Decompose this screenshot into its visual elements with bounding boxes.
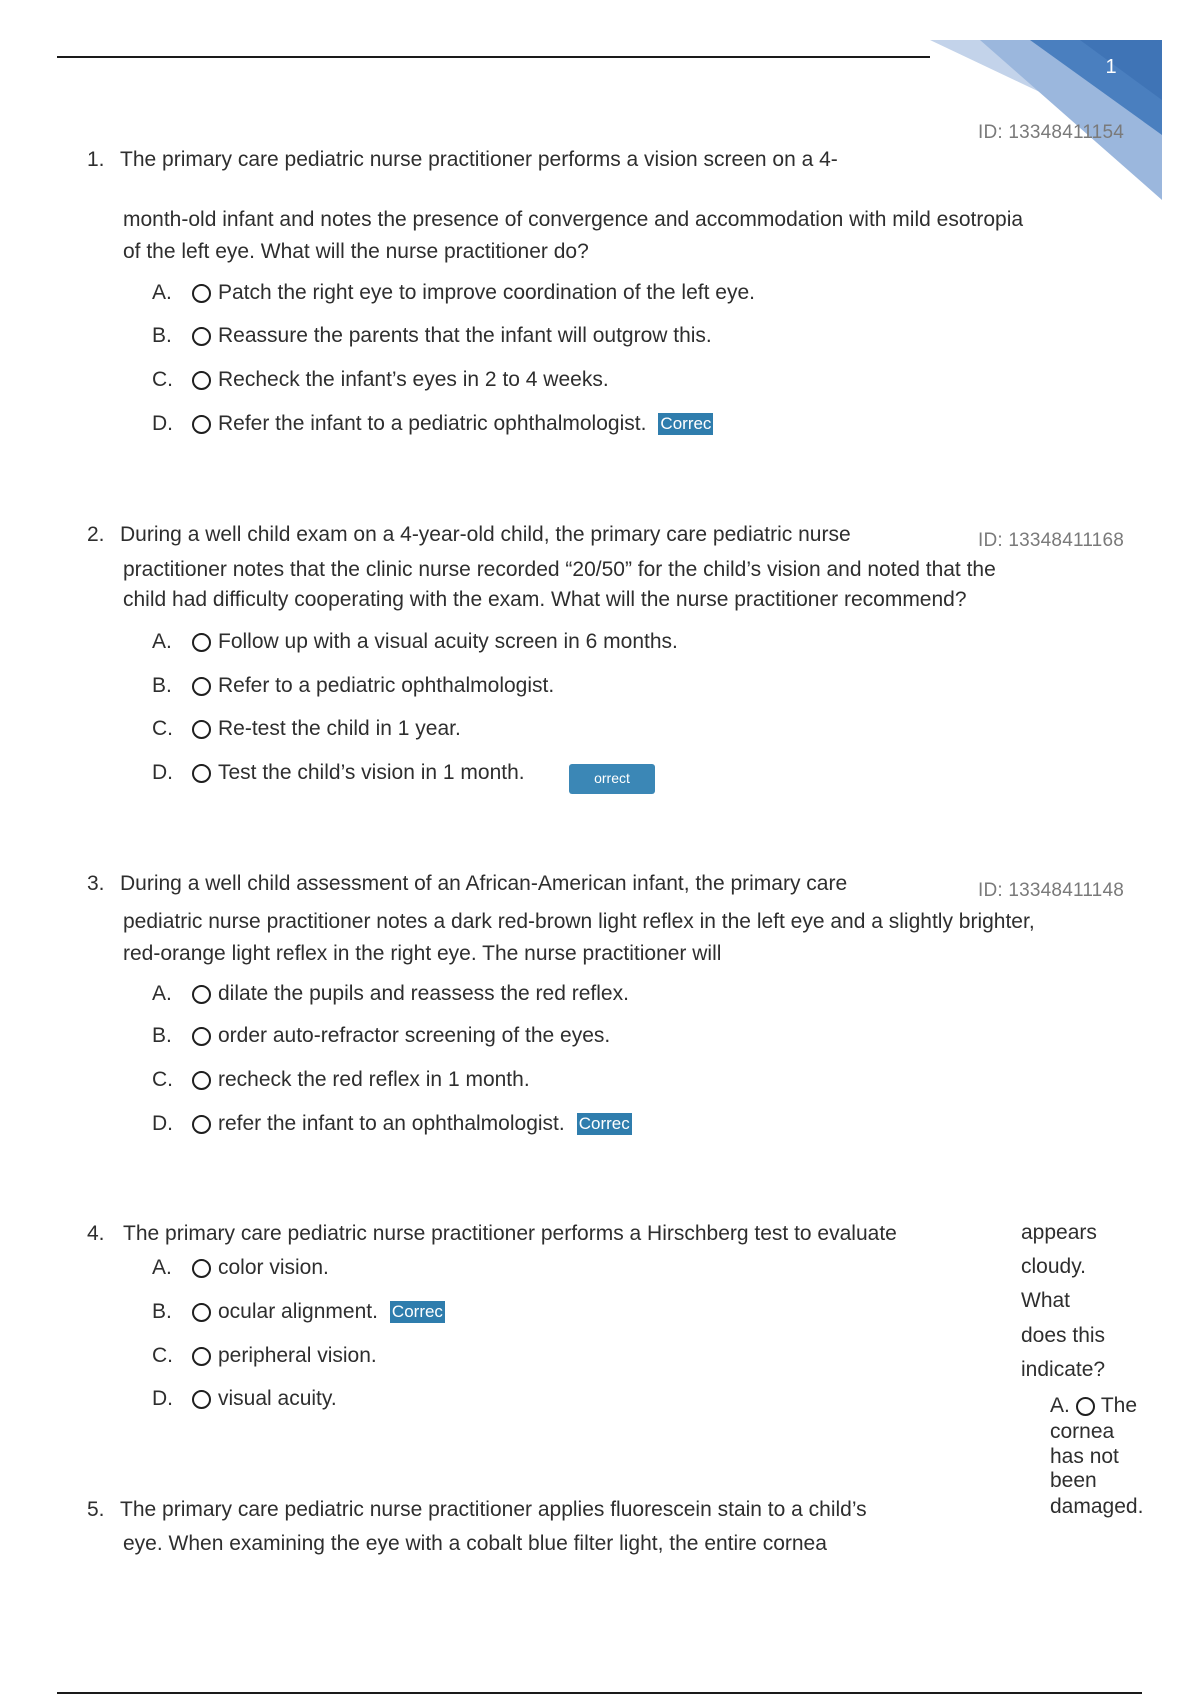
question-text: The primary care pediatric nurse practitioner applies fluorescein stain to a child’s: [120, 1498, 867, 1521]
overflow-text: cloudy.: [1021, 1255, 1086, 1278]
option-letter: C.: [152, 368, 173, 391]
answer-option[interactable]: [152, 1298, 445, 1326]
option-letter: D.: [152, 1112, 173, 1135]
option-text: Patch the right eye to improve coordination of the left eye.: [218, 281, 755, 304]
correct-badge: Correc: [660, 414, 712, 433]
correct-badge: Correc: [578, 1114, 630, 1133]
answer-option[interactable]: [152, 1066, 530, 1094]
option-letter: C.: [152, 1344, 173, 1367]
question-number: 5.: [87, 1498, 105, 1521]
footer-rule: [57, 1692, 1142, 1694]
radio-icon[interactable]: [192, 720, 211, 739]
answer-option[interactable]: [152, 980, 629, 1008]
answer-option[interactable]: [152, 410, 713, 438]
question-text: During a well child exam on a 4-year-old child, the primary care pediatric nurse: [120, 523, 851, 546]
option-letter: B.: [152, 1300, 172, 1323]
option-text: ocular alignment.: [218, 1300, 378, 1323]
option-text: Refer the infant to a pediatric ophthalmologist.: [218, 412, 647, 435]
question-id: ID: 13348411154: [978, 122, 1124, 143]
answer-option[interactable]: [152, 715, 461, 743]
radio-icon[interactable]: [192, 764, 211, 783]
radio-icon[interactable]: [192, 327, 211, 346]
radio-icon[interactable]: [192, 985, 211, 1004]
radio-icon[interactable]: [192, 1071, 211, 1090]
correct-badge: orrect: [569, 764, 655, 794]
radio-icon[interactable]: [192, 633, 211, 652]
answer-option[interactable]: [152, 322, 712, 350]
option-text: Test the child’s vision in 1 month.: [218, 761, 525, 784]
radio-icon[interactable]: [192, 677, 211, 696]
option-letter: D.: [152, 761, 173, 784]
question-number: 3.: [87, 872, 105, 895]
option-text: The: [1100, 1394, 1138, 1417]
option-text: has not: [1050, 1445, 1119, 1468]
answer-option[interactable]: [152, 1342, 377, 1370]
radio-icon[interactable]: [192, 284, 211, 303]
option-text: Recheck the infant’s eyes in 2 to 4 weeks.: [218, 368, 609, 391]
question-text: practitioner notes that the clinic nurse recorded “20/50” for the child’s vision and noted that the: [123, 558, 996, 581]
option-letter: A.: [152, 281, 172, 304]
radio-icon[interactable]: [192, 1259, 211, 1278]
question-text: eye. When examining the eye with a cobalt blue filter light, the entire cornea: [123, 1532, 827, 1555]
radio-icon[interactable]: [192, 1027, 211, 1046]
answer-option[interactable]: [152, 1385, 337, 1413]
question-stem: [87, 519, 851, 551]
question-stem: [87, 1494, 867, 1526]
option-letter: A.: [1050, 1394, 1070, 1417]
option-letter: B.: [152, 324, 172, 347]
overflow-text: does this: [1021, 1324, 1106, 1347]
corner-decoration: [930, 40, 1170, 200]
radio-icon[interactable]: [192, 415, 211, 434]
option-letter: D.: [152, 1387, 173, 1410]
option-text: refer the infant to an ophthalmologist.: [218, 1112, 565, 1135]
page-number: 1: [1105, 56, 1117, 78]
option-text: been: [1050, 1469, 1097, 1492]
option-text: peripheral vision.: [218, 1344, 377, 1367]
question-number: 1.: [87, 148, 105, 171]
overflow-text: indicate?: [1021, 1358, 1106, 1381]
option-letter: B.: [152, 674, 172, 697]
option-text: Reassure the parents that the infant will outgrow this.: [218, 324, 712, 347]
option-text: recheck the red reflex in 1 month.: [218, 1068, 530, 1091]
option-text: Refer to a pediatric ophthalmologist.: [218, 674, 555, 697]
radio-icon[interactable]: [1076, 1397, 1095, 1416]
question-id: ID: 13348411168: [978, 530, 1124, 551]
question-stem: [87, 1218, 897, 1250]
question-text: red-orange light reflex in the right eye. The nurse practitioner will: [123, 942, 722, 965]
option-letter: C.: [152, 717, 173, 740]
radio-icon[interactable]: [192, 371, 211, 390]
answer-option[interactable]: [152, 672, 554, 700]
correct-badge: Correc: [391, 1302, 443, 1321]
answer-option[interactable]: [152, 279, 755, 307]
option-text: cornea: [1050, 1420, 1115, 1443]
question-text: of the left eye. What will the nurse practitioner do?: [123, 240, 589, 263]
question-text: The primary care pediatric nurse practitioner performs a Hirschberg test to evaluate: [123, 1222, 897, 1245]
question-stem: [87, 144, 838, 176]
option-text: color vision.: [218, 1256, 329, 1279]
answer-option[interactable]: [152, 1254, 329, 1282]
option-text: visual acuity.: [218, 1387, 337, 1410]
option-letter: D.: [152, 412, 173, 435]
question-number: 2.: [87, 523, 105, 546]
option-text: order auto-refractor screening of the eyes.: [218, 1024, 611, 1047]
option-text: Follow up with a visual acuity screen in 6 months.: [218, 630, 678, 653]
answer-option[interactable]: [152, 759, 525, 787]
question-id: ID: 13348411148: [978, 880, 1124, 901]
option-letter: B.: [152, 1024, 172, 1047]
radio-icon[interactable]: [192, 1115, 211, 1134]
option-letter: A.: [152, 1256, 172, 1279]
question-text: month-old infant and notes the presence of convergence and accommodation with mild esotropia: [123, 208, 1024, 231]
answer-option[interactable]: [152, 366, 609, 394]
option-letter: A.: [152, 982, 172, 1005]
answer-option[interactable]: [1050, 1392, 1137, 1420]
radio-icon[interactable]: [192, 1303, 211, 1322]
question-number: 4.: [87, 1222, 105, 1245]
answer-option[interactable]: [152, 628, 678, 656]
question-text: The primary care pediatric nurse practitioner performs a vision screen on a 4-: [120, 148, 838, 171]
overflow-text: What: [1021, 1289, 1071, 1312]
answer-option[interactable]: [152, 1022, 610, 1050]
answer-option[interactable]: [152, 1110, 632, 1138]
question-text: child had difficulty cooperating with the exam. What will the nurse practitioner recommend?: [123, 588, 967, 611]
header-rule: [57, 56, 930, 58]
question-text: During a well child assessment of an African-American infant, the primary care: [120, 872, 848, 895]
question-stem: [87, 868, 847, 900]
question-text: pediatric nurse practitioner notes a dark red-brown light reflex in the left eye and a slightly brighter,: [123, 910, 1035, 933]
overflow-text: appears: [1021, 1221, 1097, 1244]
radio-icon[interactable]: [192, 1347, 211, 1366]
option-letter: A.: [152, 630, 172, 653]
option-text: Re-test the child in 1 year.: [218, 717, 461, 740]
option-text: damaged.: [1050, 1495, 1144, 1518]
option-text: dilate the pupils and reassess the red reflex.: [218, 982, 629, 1005]
option-letter: C.: [152, 1068, 173, 1091]
radio-icon[interactable]: [192, 1390, 211, 1409]
